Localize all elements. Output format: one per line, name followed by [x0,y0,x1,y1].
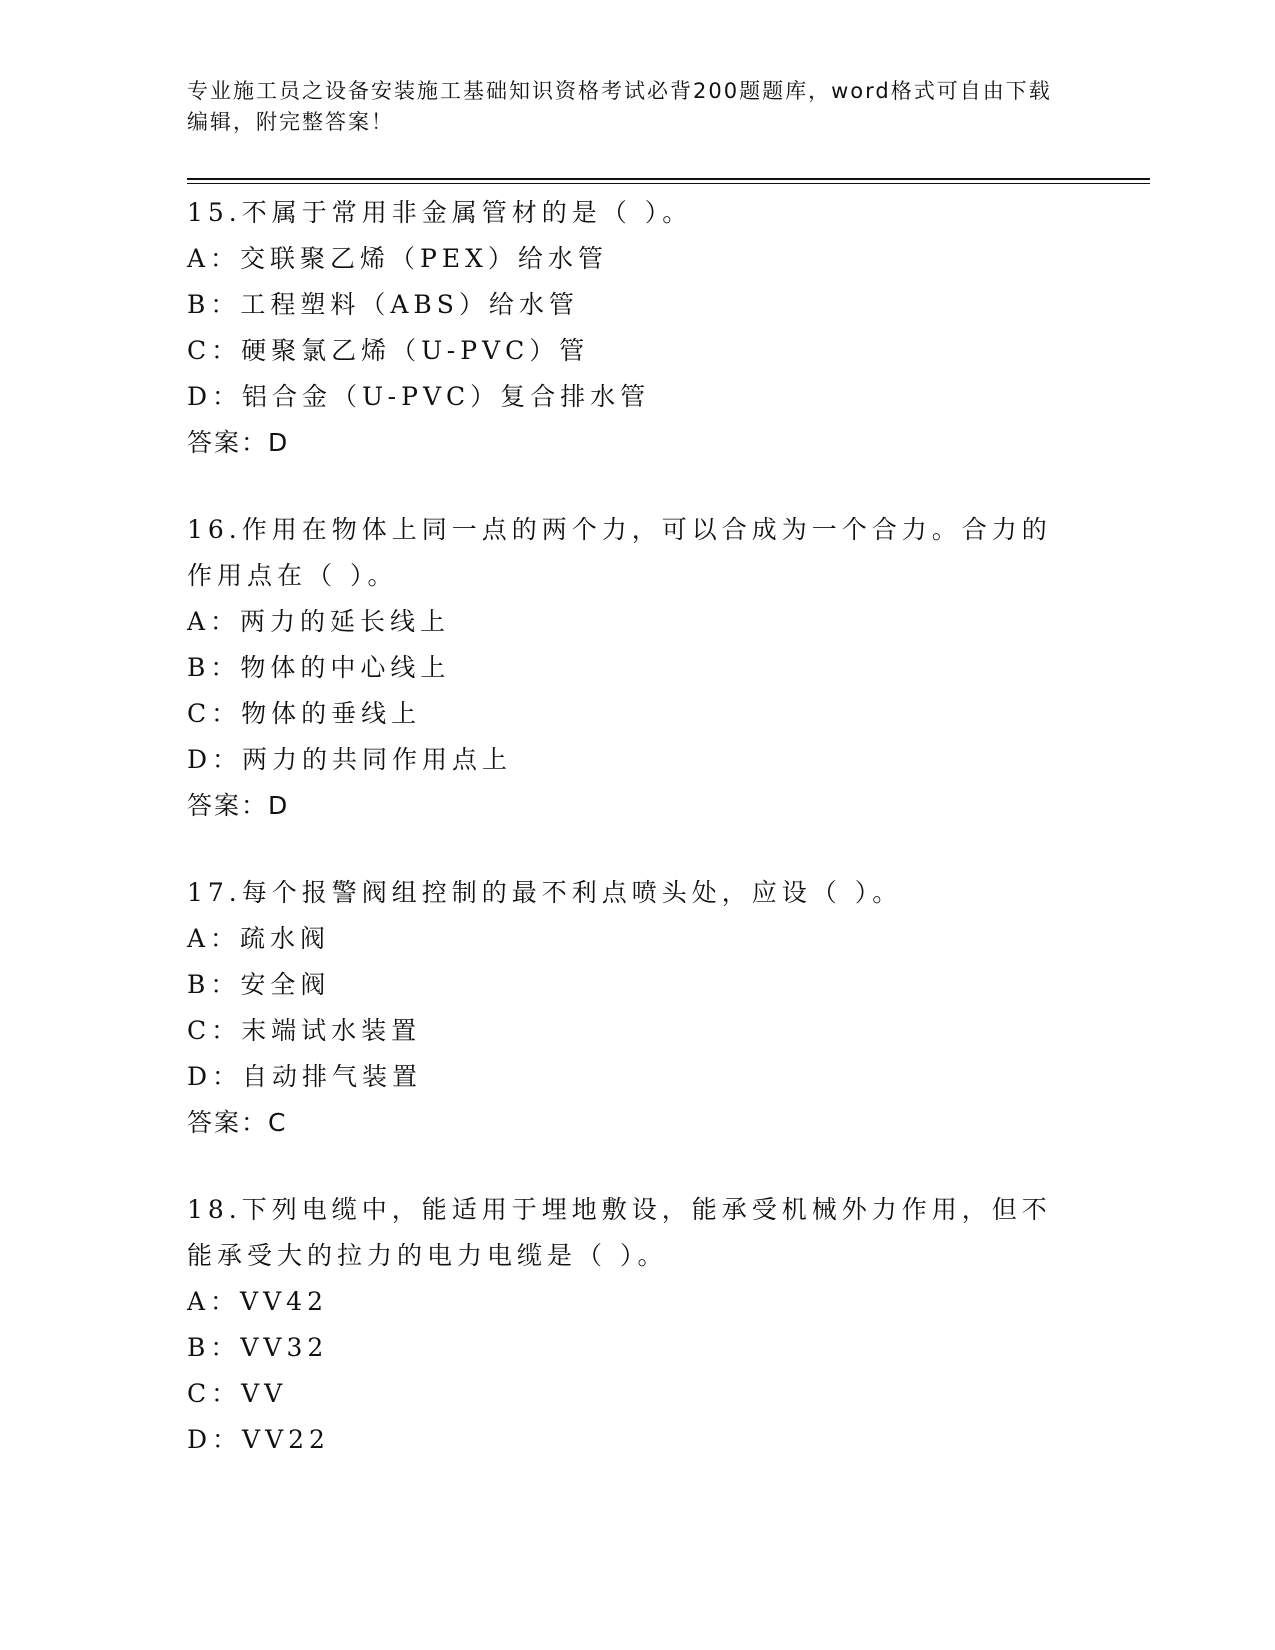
option-c: C：硬聚氯乙烯（U-PVC）管 [187,336,590,365]
option-a: A：VV42 [187,1287,328,1316]
option-d: D：铝合金（U-PVC）复合排水管 [187,382,651,411]
option-b: B：工程塑料（ABS）给水管 [187,290,579,319]
option-c: C：VV [187,1379,288,1408]
option-a: A：两力的延长线上 [187,607,451,636]
question-18 [187,1187,1087,1463]
option-a: A：交联聚乙烯（PEX）给水管 [187,244,608,273]
option-d: D：VV22 [187,1425,330,1454]
option-c: C：末端试水装置 [187,1016,422,1045]
answer-label: 答案：C [187,1108,288,1137]
option-b: B：物体的中心线上 [187,653,451,682]
question-17 [187,870,1087,1146]
option-c: C：物体的垂线上 [187,699,422,728]
option-b: B：VV32 [187,1333,329,1362]
question-stem: 17.每个报警阀组控制的最不利点喷头处，应设（ ）。 [187,878,903,907]
option-b: B：安全阀 [187,970,331,999]
question-15 [187,190,1087,466]
question-list [187,190,1087,1504]
question-stem: 15.不属于常用非金属管材的是（ ）。 [187,198,693,227]
answer-label: 答案：D [187,791,290,820]
question-stem: 16.作用在物体上同一点的两个力，可以合成为一个合力。合力的作用点在（ ）。 [187,515,1052,590]
question-stem: 18.下列电缆中，能适用于埋地敷设，能承受机械外力作用，但不能承受大的拉力的电力电缆是（ ）。 [187,1195,1052,1270]
option-a: A：疏水阀 [187,924,331,953]
option-d: D：两力的共同作用点上 [187,745,513,774]
header-divider-thin [187,183,1150,184]
option-d: D：自动排气装置 [187,1062,423,1091]
header-divider-thick [187,178,1150,180]
answer-label: 答案：D [187,428,290,457]
document-header: 专业施工员之设备安装施工基础知识资格考试必背200题题库，word格式可自由下载编辑，附完整答案！ [187,79,1052,134]
question-16 [187,507,1087,829]
